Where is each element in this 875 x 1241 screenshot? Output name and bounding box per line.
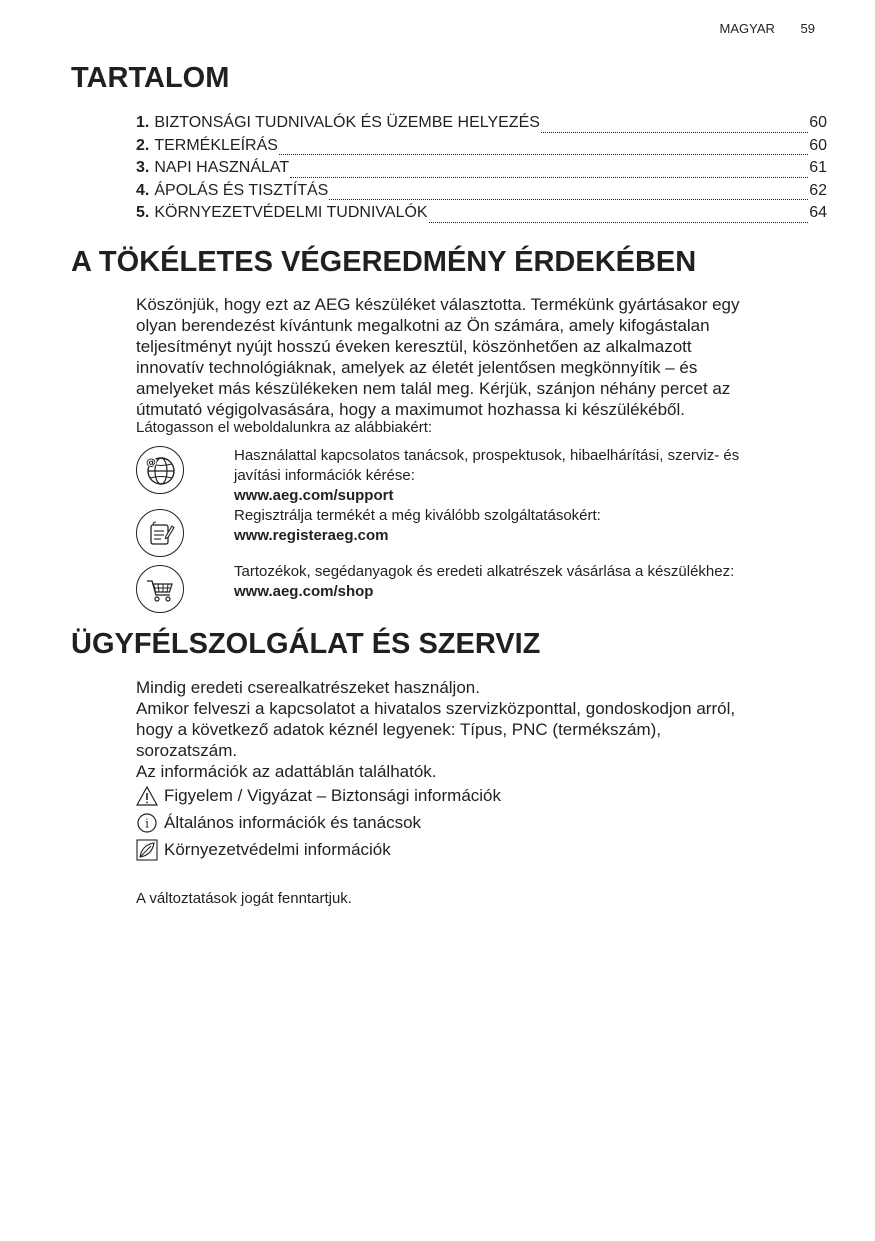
toc-dot-leader [329,187,808,200]
toc-dot-leader [290,165,808,178]
table-of-contents [136,112,827,225]
toc-item-number: 2. [136,136,150,154]
support-link-text [234,446,739,506]
toc-item-label: BIZTONSÁGI TUDNIVALÓK ÉS ÜZEMBE HELYEZÉS [154,114,540,131]
intro-line: útmutató végigolvasására, hogy a maximumot hozhassa ki készülékéből. [136,400,686,419]
rights-reserved-note: A változtatások jogát fenntartjuk. [136,890,352,907]
toc-item-label: TERMÉKLEÍRÁS [154,136,278,154]
visit-website-text: Látogasson el weboldalunkra az alábbiakért: [136,419,433,436]
perfect-results-title: A TÖKÉLETES VÉGEREDMÉNY ÉRDEKÉBEN [71,246,697,278]
svg-text:i: i [145,816,149,831]
toc-item-number: 3. [136,159,150,176]
intro-paragraph [136,294,826,420]
shopping-cart-icon [136,565,184,613]
toc-item-number: 1. [136,114,150,131]
toc-dot-leader [279,142,808,155]
legend-environment-label: Környezetvédelmi információk [164,840,391,859]
toc-item-page: 60 [809,114,827,131]
leaf-icon [136,839,158,861]
toc-title: TARTALOM [71,62,230,94]
toc-item-page: 60 [809,136,827,154]
toc-item-label: NAPI HASZNÁLAT [154,159,290,176]
intro-line: Köszönjük, hogy ezt az AEG készüléket választotta. Termékünk gyártásakor egy [136,295,740,314]
toc-item-number: 4. [136,181,150,199]
legend-warning [136,785,501,807]
toc-dot-leader [429,210,809,223]
toc-item-number: 5. [136,204,150,221]
toc-item[interactable] [136,202,827,225]
toc-item[interactable] [136,135,827,158]
legend-info [136,812,421,834]
page-number: 59 [800,21,815,36]
support-url-link[interactable]: www.aeg.com/support [234,487,394,504]
page-header [720,21,815,36]
warning-triangle-icon [136,785,158,807]
toc-item-label: ÁPOLÁS ÉS TISZTÍTÁS [154,181,329,199]
toc-dot-leader [541,120,808,133]
toc-item-page: 61 [809,159,827,176]
service-line: hogy a következő adatok kéznél legyenek: Típus, PNC (termékszám), [136,720,662,739]
svg-text:@: @ [146,457,156,469]
service-title: ÜGYFÉLSZOLGÁLAT ÉS SZERVIZ [71,628,541,660]
register-url-link[interactable]: www.registeraeg.com [234,527,389,544]
toc-item-label: KÖRNYEZETVÉDELMI TUDNIVALÓK [154,204,428,221]
service-line: Amikor felveszi a kapcsolatot a hivatalos szervizközponttal, gondoskodjon arról, [136,699,736,718]
service-line: sorozatszám. [136,741,238,760]
service-line: Az információk az adattáblán találhatók. [136,762,437,781]
support-description-line: Használattal kapcsolatos tanácsok, prospektusok, hibaelhárítási, szerviz- és [234,447,740,464]
language-label: MAGYAR [719,21,775,36]
intro-line: teljesítményt nyújt hosszú éveken keresztül, köszönhetően az alkalmazott [136,337,692,356]
info-icon [136,812,158,834]
legend-warning-label: Figyelem / Vigyázat – Biztonsági információk [164,786,502,805]
toc-item[interactable] [136,112,827,135]
toc-item[interactable] [136,157,827,180]
globe-icon [136,446,184,494]
service-line: Mindig eredeti cserealkatrészeket használjon. [136,678,480,697]
intro-line: olyan berendezést kívántunk megalkotni az Ön számára, amely kifogástalan [136,316,710,335]
shop-link-text [234,562,734,602]
register-icon [136,509,184,557]
shop-description-line: Tartozékok, segédanyagok és eredeti alkatrészek vásárlása a készülékhez: [234,563,735,580]
support-description-line: javítási információk kérése: [234,467,415,484]
legend-environment [136,839,391,861]
register-description-line: Regisztrálja termékét a még kiválóbb szolgáltatásokért: [234,507,601,524]
service-paragraph [136,677,826,782]
toc-item-page: 62 [809,181,827,199]
toc-item[interactable] [136,180,827,203]
register-link-text [234,506,601,546]
intro-line: amelyeket más készülékeken nem talál meg. Kérjük, szánjon néhány percet az [136,379,731,398]
toc-item-page: 64 [809,204,827,221]
shop-url-link[interactable]: www.aeg.com/shop [234,583,374,600]
intro-line: innovatív technológiáknak, amelyek az életét jelentősen megkönnyítik – és [136,358,698,377]
legend-info-label: Általános információk és tanácsok [164,813,422,832]
